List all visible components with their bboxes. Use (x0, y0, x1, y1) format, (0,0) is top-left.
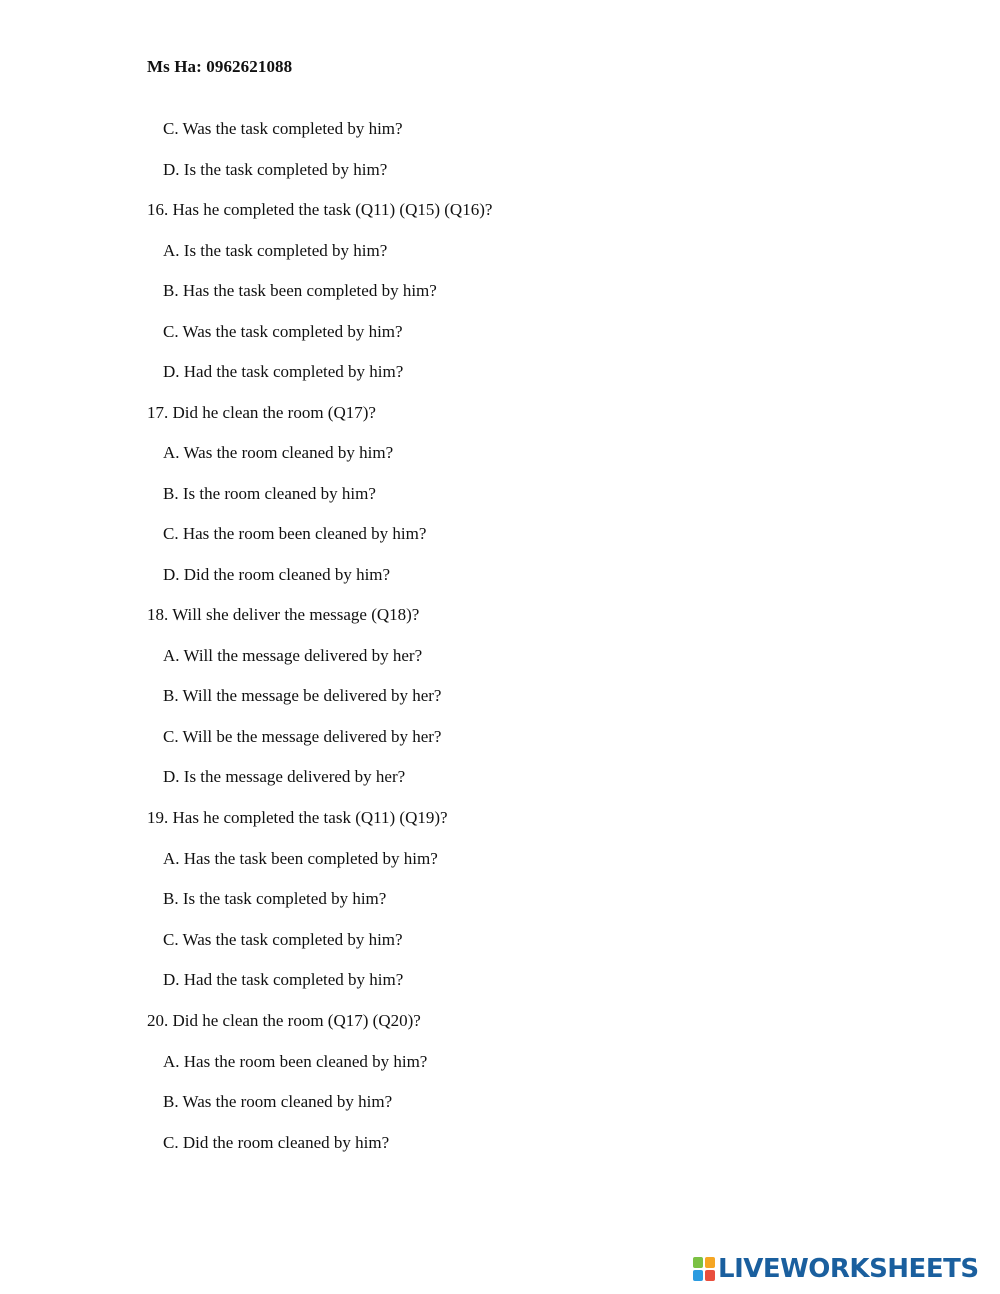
page-header: Ms Ha: 0962621088 (147, 57, 293, 76)
option-line: B. Is the task completed by him? (163, 889, 387, 908)
question-line: 18. Will she deliver the message (Q18)? (147, 605, 420, 624)
option-line: D. Had the task completed by him? (163, 362, 404, 381)
option-line: A. Was the room cleaned by him? (163, 443, 394, 462)
option-line: D. Is the message delivered by her? (163, 767, 406, 786)
option-line: B. Was the room cleaned by him? (163, 1092, 393, 1111)
option-line: C. Has the room been cleaned by him? (163, 524, 427, 543)
option-line: A. Will the message delivered by her? (163, 646, 423, 665)
option-line: D. Is the task completed by him? (163, 160, 388, 179)
option-line: B. Will the message be delivered by her? (163, 686, 442, 705)
question-line: 20. Did he clean the room (Q17) (Q20)? (147, 1011, 421, 1030)
option-line: D. Had the task completed by him? (163, 970, 404, 989)
question-line: 16. Has he completed the task (Q11) (Q15) (Q16)? (147, 200, 493, 219)
option-line: A. Has the task been completed by him? (163, 849, 438, 868)
option-line: C. Was the task completed by him? (163, 930, 403, 949)
question-line: 17. Did he clean the room (Q17)? (147, 403, 376, 422)
question-line: 19. Has he completed the task (Q11) (Q19)? (147, 808, 448, 827)
option-line: A. Is the task completed by him? (163, 241, 388, 260)
option-line: A. Has the room been cleaned by him? (163, 1052, 428, 1071)
liveworksheets-logo-icon (693, 1257, 715, 1281)
liveworksheets-logo[interactable] (693, 1255, 979, 1283)
option-line: B. Has the task been completed by him? (163, 281, 437, 300)
option-line: B. Is the room cleaned by him? (163, 484, 376, 503)
option-line: C. Did the room cleaned by him? (163, 1133, 390, 1152)
option-line: C. Was the task completed by him? (163, 322, 403, 341)
option-line: D. Did the room cleaned by him? (163, 565, 391, 584)
option-line: C. Was the task completed by him? (163, 119, 403, 138)
option-line: C. Will be the message delivered by her? (163, 727, 442, 746)
logo-text: LIVEWORKSHEETS (718, 1254, 979, 1284)
